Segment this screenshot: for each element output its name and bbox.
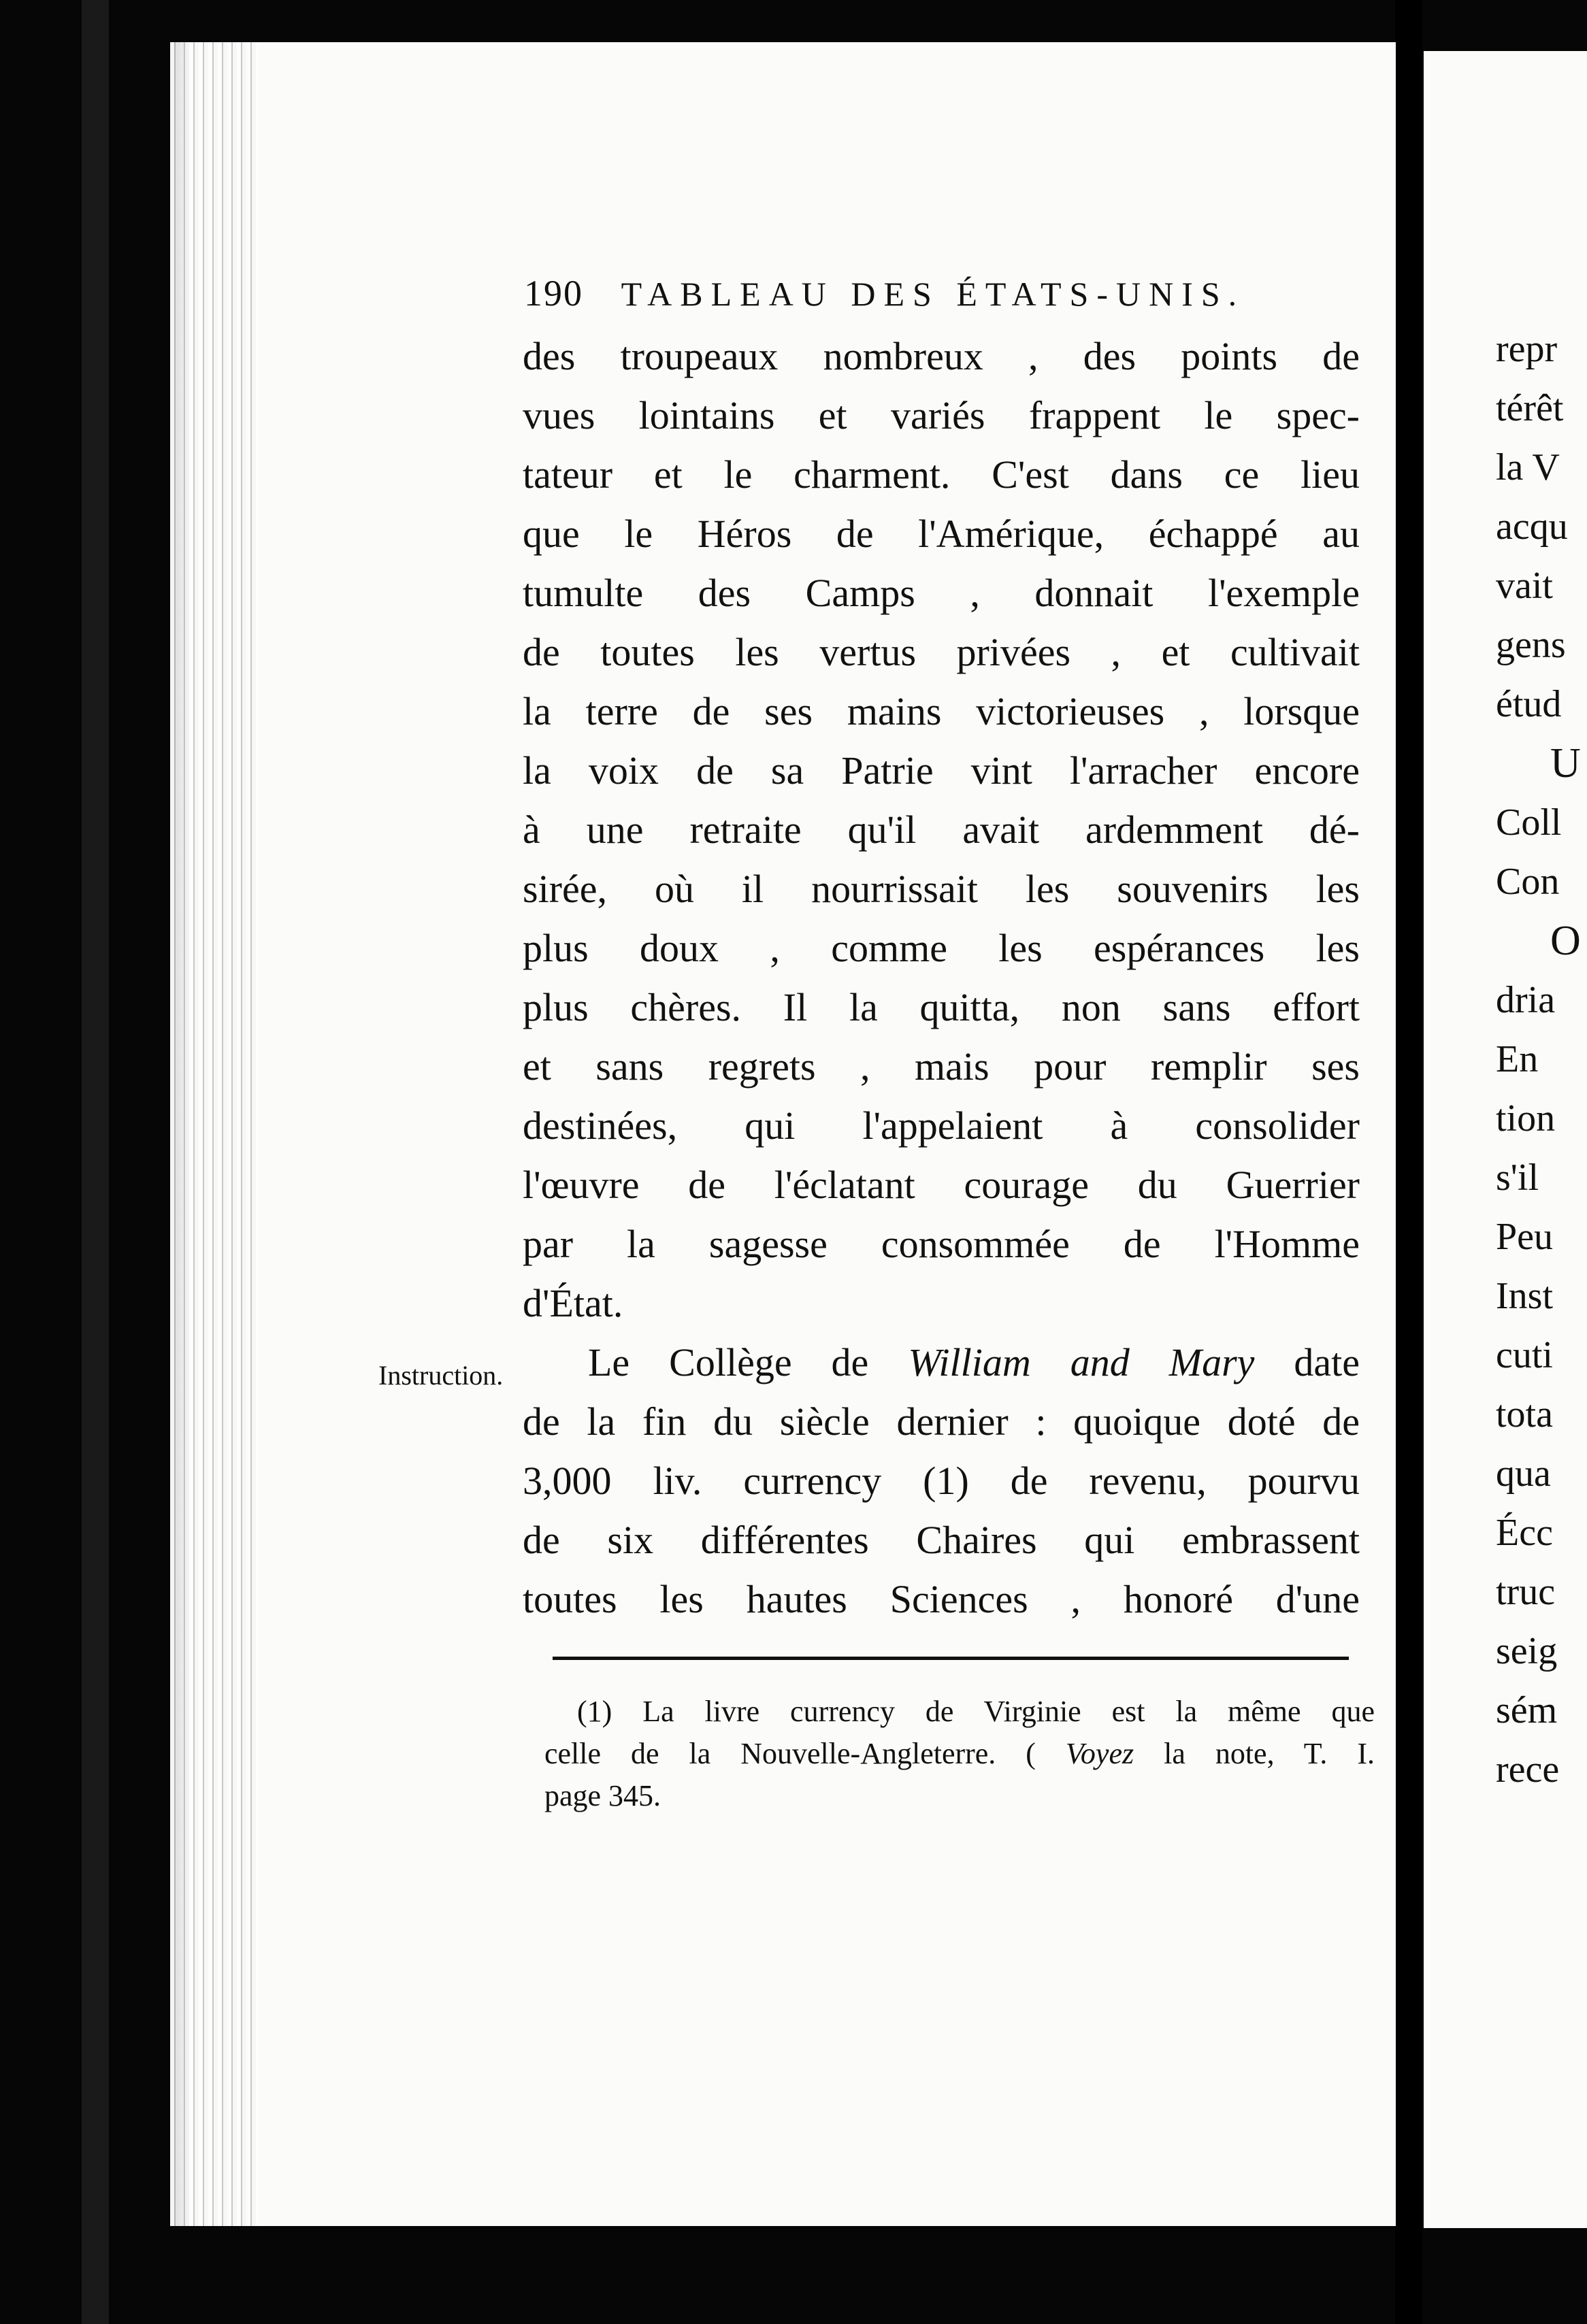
text-fragment: Inst	[1496, 1275, 1553, 1317]
text-fragment: repr	[1496, 328, 1558, 370]
text-line: d'État.	[523, 1281, 623, 1325]
book-gutter-shadow	[82, 0, 109, 2324]
text-fragment: gens	[1496, 624, 1566, 666]
footnote-rule	[553, 1657, 1349, 1660]
text-fragment: vait	[1496, 565, 1553, 607]
footnote	[544, 1691, 1375, 1817]
page-number: 190	[524, 273, 583, 314]
text-fragment: la V	[1496, 446, 1560, 488]
text-fragment: Con	[1496, 861, 1560, 903]
text-segment: celle de la Nouvelle-Angleterre. (	[544, 1737, 1036, 1770]
text-fragment: tion	[1496, 1097, 1556, 1140]
text-line: sirée, où il nourrissait les souvenirs les	[523, 867, 1360, 911]
text-line: plus doux , comme les espérances les	[523, 926, 1360, 970]
paragraph-first-line	[523, 1333, 1360, 1392]
text-fragment: truc	[1496, 1571, 1556, 1613]
text-line: la voix de sa Patrie vint l'arracher encore	[523, 748, 1360, 793]
text-line: par la sagesse consommée de l'Homme	[523, 1222, 1360, 1266]
running-title: TABLEAU DES ÉTATS-UNIS.	[621, 275, 1245, 313]
footnote-line	[544, 1733, 1375, 1775]
text-line: de la fin du siècle dernier : quoique doté de	[523, 1399, 1360, 1444]
text-line: toutes les hautes Sciences , honoré d'une	[523, 1577, 1360, 1621]
text-fragment: En	[1496, 1038, 1539, 1080]
footnote-line: (1) La livre currency de Virginie est la même que	[577, 1695, 1375, 1728]
footnote-line: page 345.	[544, 1779, 661, 1812]
text-fragment: étud	[1496, 683, 1562, 725]
book-gutter-shadow	[1395, 0, 1422, 2324]
text-fragment: sém	[1496, 1689, 1558, 1731]
text-fragment: térêt	[1496, 387, 1564, 429]
text-line: tumulte des Camps , donnait l'exemple	[523, 571, 1360, 615]
text-fragment: tota	[1496, 1393, 1553, 1435]
text-segment: Voyez	[1065, 1737, 1134, 1770]
text-fragment: Coll	[1496, 801, 1562, 844]
running-head	[524, 272, 1245, 314]
marginal-note: Instruction.	[378, 1360, 504, 1391]
text-fragment: cuti	[1496, 1334, 1553, 1376]
text-line: 3,000 liv. currency (1) de revenu, pourvu	[523, 1459, 1360, 1503]
text-segment: Le Collège de	[588, 1340, 869, 1384]
right-page-text	[1496, 320, 1587, 1799]
page-edges	[170, 42, 259, 2226]
text-fragment: Écc	[1496, 1512, 1553, 1554]
text-line: de six différentes Chaires qui embrassent	[523, 1518, 1360, 1562]
text-line: des troupeaux nombreux , des points de	[523, 334, 1360, 378]
text-fragment: s'il	[1496, 1157, 1539, 1199]
text-line: plus chères. Il la quitta, non sans effort	[523, 985, 1360, 1029]
text-line: de toutes les vertus privées , et cultivait	[523, 630, 1360, 674]
body-text	[523, 327, 1360, 1629]
text-line: la terre de ses mains victorieuses , lorsque	[523, 689, 1360, 733]
text-line: tateur et le charment. C'est dans ce lieu	[523, 452, 1360, 497]
text-line: destinées, qui l'appelaient à consolider	[523, 1103, 1360, 1148]
text-fragment: U	[1550, 740, 1581, 786]
text-fragment: dria	[1496, 979, 1556, 1021]
text-segment: la note, T. I.	[1164, 1737, 1375, 1770]
text-line: à une retraite qu'il avait ardemment dé-	[523, 808, 1360, 852]
text-line: vues lointains et variés frappent le spec-	[523, 393, 1360, 437]
text-fragment: qua	[1496, 1452, 1551, 1495]
college-name: William and Mary	[908, 1340, 1255, 1384]
text-fragment: seig	[1496, 1630, 1558, 1672]
text-line: l'œuvre de l'éclatant courage du Guerrier	[523, 1163, 1360, 1207]
text-fragment: rece	[1496, 1748, 1560, 1791]
text-line: et sans regrets , mais pour remplir ses	[523, 1044, 1360, 1089]
text-fragment: Peu	[1496, 1216, 1553, 1258]
text-fragment: acqu	[1496, 505, 1568, 548]
text-fragment: O	[1550, 918, 1581, 964]
text-line: que le Héros de l'Amérique, échappé au	[523, 512, 1360, 556]
text-segment: date	[1294, 1340, 1360, 1384]
